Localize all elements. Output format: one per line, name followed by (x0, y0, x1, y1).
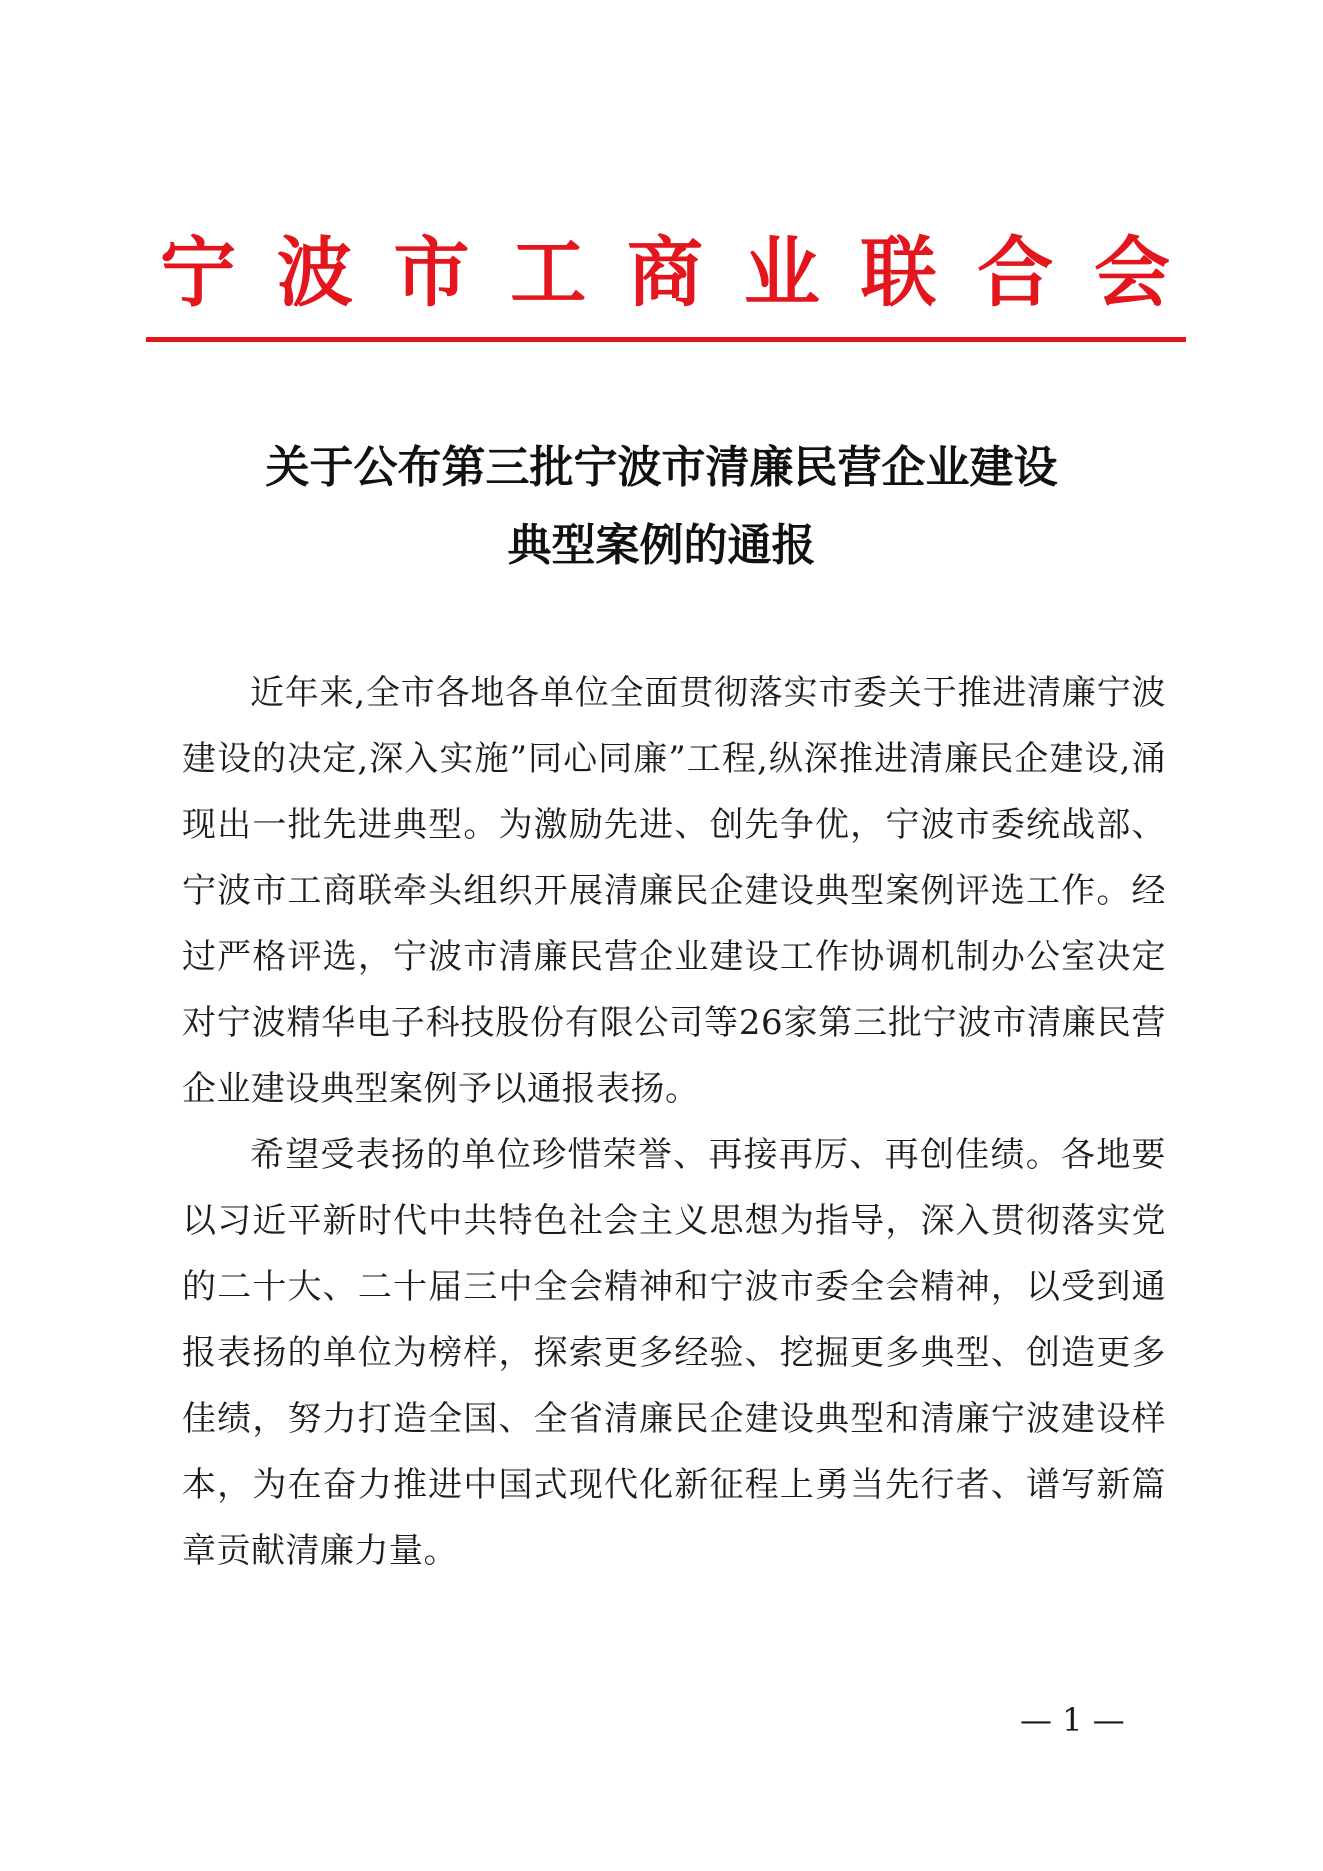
body-paragraph-1: 近年来,全市各地各单位全面贯彻落实市委关于推进清廉宁波建设的决定,深入实施”同心同廉”工程,纵深推进清廉民企建设,涌现出一批先进典型。为激励先进、创先争优，宁波市委统战部、宁波市工商联牵头组织开展清廉民企建设典型案例评选工作。经过严格评选，宁波市清廉民营企业建设工作协调机制办公室决定对宁波精华电子科技股份有限公司等26家第三批宁波市清廉民营企业建设典型案例予以通报表扬。 (182, 673, 1166, 1109)
letterhead-char: 宁 (160, 228, 236, 317)
document-title-line1: 关于公布第三批宁波市清廉民营企业建设 (265, 442, 1058, 493)
page-number: — 1 — (1020, 1701, 1125, 1739)
letterhead (160, 228, 1170, 318)
letterhead-char: 会 (1094, 228, 1170, 317)
letterhead-divider (146, 337, 1186, 342)
letterhead-char: 业 (743, 228, 820, 317)
letterhead-char: 联 (860, 228, 937, 317)
document-title-line2: 典型案例的通报 (507, 520, 816, 571)
letterhead-char: 商 (627, 228, 703, 317)
letterhead-char: 市 (393, 228, 470, 317)
body-paragraph-2: 希望受表扬的单位珍惜荣誉、再接再厉、再创佳绩。各地要以习近平新时代中共特色社会主义思想为指导，深入贯彻落实党的二十大、二十届三中全会精神和宁波市委全会精神，以受到通报表扬的单位为榜样，探索更多经验、挖掘更多典型、创造更多佳绩，努力打造全国、全省清廉民企建设典型和清廉宁波建设样本，为在奋力推进中国式现代化新征程上勇当先行者、谱写新篇章贡献清廉力量。 (182, 1135, 1166, 1571)
letterhead-char: 合 (977, 228, 1054, 317)
letterhead-char: 工 (510, 228, 587, 317)
letterhead-char: 波 (276, 228, 353, 317)
